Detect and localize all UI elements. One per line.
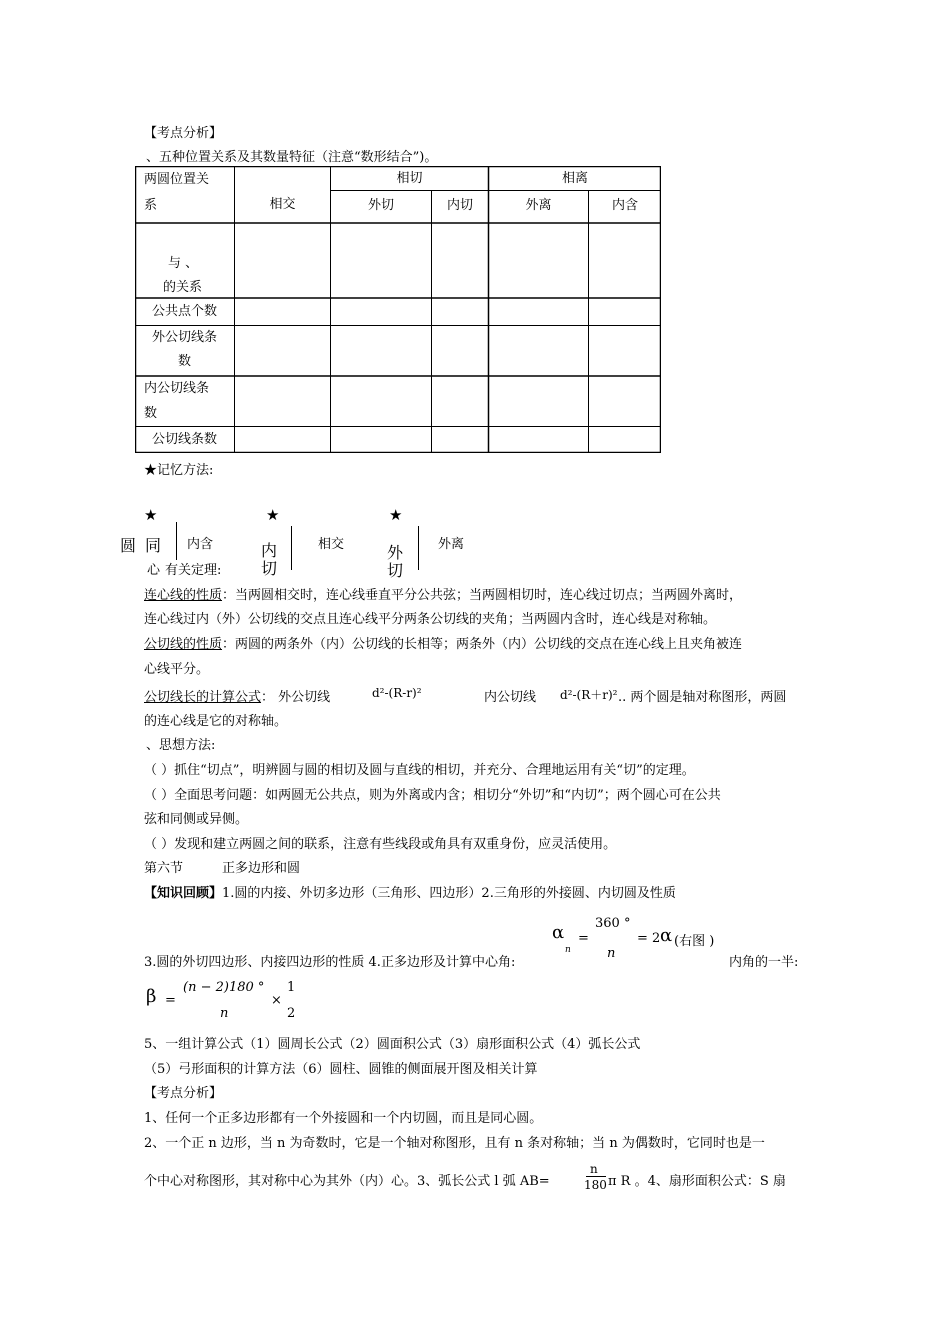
beta-denominator: n [220, 1006, 229, 1021]
half-interior-angle: 内角的一半: [729, 955, 799, 970]
row-relation-line2: 的关系 [163, 280, 203, 295]
header-contain: 内含 [611, 198, 638, 213]
denominator-n: n [607, 946, 616, 961]
row-total-tangents: 公切线条数 [151, 432, 217, 447]
header-intersect: 相交 [269, 197, 296, 212]
memory-xiangjiao: 相交 [318, 537, 345, 552]
arc-fraction-numerator: n [590, 1162, 598, 1176]
numerator-360: 360 ° [595, 916, 631, 931]
memory-wai: 外 [387, 543, 404, 562]
header-separate: 相离 [561, 171, 588, 186]
thinking-p2b: 弦和同侧或异侧。 [144, 812, 249, 827]
intro-line: 、五种位置关系及其数量特征（注意“数形结合”)。 [146, 150, 438, 165]
alpha-symbol: α [552, 922, 565, 943]
thinking-p1: （ ）抓住“切点”，明辨圆与圆的相切及圆与直线的相切，并充分、合理地运用有关“切”的定理。 [144, 763, 695, 778]
prop-line3 [144, 633, 742, 652]
prop-line2: 连心线过内（外）公切线的交点且连心线平分两条公切线的夹角；当两圆内含时，连心线是对称轴。 [144, 612, 717, 627]
prop-tangent-title: 公切线的性质 [144, 637, 223, 652]
prop-line1 [144, 584, 742, 603]
memory-waili: 外离 [438, 537, 465, 552]
review-line [144, 882, 676, 901]
formulas-line-2: （5）弓形面积的计算方法（6）圆柱、圆锥的侧面展开图及相关计算 [144, 1062, 538, 1077]
analysis-point3: 个中心对称图形，其对称中心为其外（内）心。3、弧长公式 l 弧 AB= [144, 1174, 550, 1189]
half-denominator: 2 [287, 1006, 296, 1021]
memory-tong: 同 [145, 536, 162, 555]
arc-fraction-bar [586, 1176, 606, 1177]
header-external-separate: 外离 [525, 198, 552, 213]
memory-divider [418, 526, 419, 570]
inner-tangent-formula: d²-(R＋r)² [560, 688, 618, 702]
memory-yuan: 圆 [120, 536, 137, 555]
analysis-point2: 2、一个正 n 边形，当 n 为奇数时，它是一个轴对称图形，且有 n 条对称轴；当 n 为偶数时，它同时也是一 [144, 1136, 765, 1151]
prop-centerline-text: ：当两圆相交时，连心线垂直平分公共弦；当两圆相切时，连心线过切点；当两圆外离时， [222, 588, 743, 603]
equals-2: = 2 [637, 931, 661, 946]
alpha-subscript: n [565, 945, 571, 955]
analysis-heading: 【考点分析】 [144, 1086, 223, 1101]
heading-analysis: 【考点分析】 [144, 126, 223, 141]
prop-line5 [144, 686, 330, 705]
prop-centerline-title: 连心线的性质 [144, 588, 223, 603]
memory-qie: 切 [261, 559, 278, 578]
star-icon: ★ [266, 506, 280, 524]
memory-qie2: 切 [387, 561, 404, 580]
section6-line3: 3.圆的外切四边形、内接四边形的性质 4.正多边形及计算中心角: [144, 955, 516, 970]
row-inner-tangents-line1: 内公切线条 [144, 381, 210, 396]
prop-line5-tail: .. 两个圆是轴对称图形，两圆 [618, 690, 787, 705]
row-outer-tangents-line1: 外公切线条 [151, 330, 217, 345]
prop-tangent-text: ：两圆的两条外（内）公切线的长相等；两条外（内）公切线的交点在连心线上且夹角被连 [222, 637, 743, 652]
memory-neihan: 内含 [187, 537, 214, 552]
section6-number: 第六节 [144, 861, 184, 876]
theorem-label: 有关定理: [165, 563, 222, 578]
arc-fraction-denominator: 180 [584, 1178, 607, 1192]
right-figure-note: (右图 ) [674, 934, 715, 949]
beta-symbol: β [146, 986, 157, 1007]
alpha-symbol-2: α [660, 925, 673, 946]
star-icon: ★ [144, 506, 158, 524]
section6-title: 正多边形和圆 [222, 861, 301, 876]
formulas-line: 5、一组计算公式（1）圆周长公式（2）圆面积公式（3）扇形面积公式（4）弧长公式 [144, 1037, 641, 1052]
thinking-p3: （ ）发现和建立两圆之间的联系，注意有些线段或角具有双重身份，应灵活使用。 [144, 837, 617, 852]
header-relation-line2: 系 [144, 198, 158, 213]
thinking-title: 、思想方法: [146, 738, 216, 753]
thinking-p2a: （ ）全面思考问题：如两圆无公共点，则为外离或内含；相切分“外切”和“内切”；两个圆心可在公共 [144, 788, 721, 803]
review-label: 【知识回顾】 [144, 886, 223, 901]
analysis-point3-tail: π R 。4、扇形面积公式：S 扇 [608, 1174, 786, 1189]
equals-sign: = [578, 931, 589, 946]
outer-tangent-formula: d²-(R-r)² [372, 686, 422, 700]
beta-numerator: (n − 2)180 ° [183, 980, 265, 995]
header-relation-line1: 两圆位置关 [144, 172, 210, 187]
memory-label: ★记忆方法: [144, 463, 214, 478]
times-sign: × [271, 993, 282, 1008]
star-icon: ★ [389, 506, 403, 524]
inner-tangent-label: 内公切线 [484, 690, 537, 705]
row-relation-line1: 与 、 [168, 256, 199, 271]
row-outer-tangents-line2: 数 [177, 354, 191, 369]
memory-nei: 内 [261, 541, 278, 560]
prop-line6: 的连心线是它的对称轴。 [144, 714, 288, 729]
header-external-tangent: 外切 [367, 198, 394, 213]
half-numerator: 1 [287, 980, 296, 995]
header-internal-tangent: 内切 [446, 198, 473, 213]
row-inner-tangents-line2: 数 [144, 406, 158, 421]
prop-outer-tangent-label: ： 外公切线 [261, 690, 331, 705]
header-tangent: 相切 [396, 171, 423, 186]
memory-divider [291, 526, 292, 570]
analysis-point1: 1、任何一个正多边形都有一个外接圆和一个内切圆，而且是同心圆。 [144, 1111, 543, 1126]
row-common-points: 公共点个数 [151, 304, 217, 319]
review-text: 1.圆的内接、外切多边形（三角形、四边形）2.三角形的外接圆、内切圆及性质 [222, 886, 676, 901]
memory-xin: 心 [147, 563, 161, 578]
beta-equals: = [165, 993, 176, 1008]
prop-formula-title: 公切线长的计算公式 [144, 690, 262, 705]
position-relation-table [135, 166, 661, 453]
memory-divider [176, 522, 177, 560]
prop-line4: 心线平分。 [144, 662, 210, 677]
